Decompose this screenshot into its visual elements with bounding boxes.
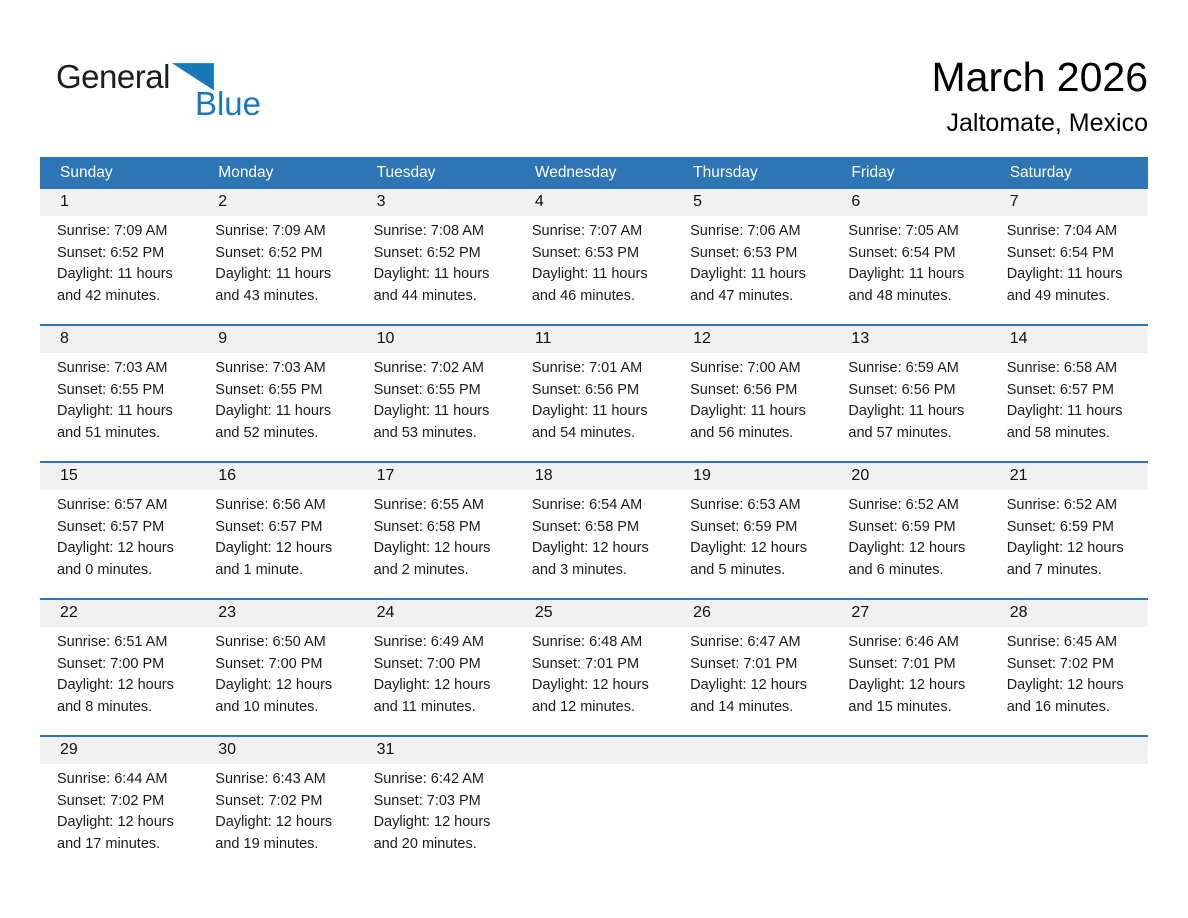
day-cell-3 xyxy=(357,189,515,324)
daylight-line-2: and 19 minutes. xyxy=(215,835,319,852)
day-details xyxy=(990,490,1148,581)
day-details xyxy=(198,216,356,307)
day-cell-25 xyxy=(515,600,673,735)
sunrise-line: Sunrise: 7:03 AM xyxy=(57,360,168,376)
day-cell-empty xyxy=(515,737,673,872)
day-cell-19 xyxy=(673,463,831,598)
day-details xyxy=(990,627,1148,718)
day-details xyxy=(515,216,673,307)
day-number: 17 xyxy=(357,463,515,490)
day-number: 28 xyxy=(990,600,1148,627)
day-details xyxy=(831,627,989,718)
day-number: 1 xyxy=(40,189,198,216)
day-details xyxy=(40,216,198,307)
sunset-line: Sunset: 6:53 PM xyxy=(690,244,798,261)
sunset-line: Sunset: 6:55 PM xyxy=(215,381,323,398)
day-cell-20 xyxy=(831,463,989,598)
day-number: 23 xyxy=(198,600,356,627)
daylight-line-2: and 6 minutes. xyxy=(848,561,944,578)
day-number: 19 xyxy=(673,463,831,490)
day-cell-17 xyxy=(357,463,515,598)
sunset-line: Sunset: 6:56 PM xyxy=(848,381,956,398)
daylight-line-1: Daylight: 12 hours xyxy=(690,540,808,556)
day-cell-28 xyxy=(990,600,1148,735)
day-details xyxy=(198,764,356,855)
weekday-label-tuesday: Tuesday xyxy=(376,164,436,181)
daylight-line-2: and 48 minutes. xyxy=(848,287,952,304)
daylight-line-2: and 52 minutes. xyxy=(215,424,319,441)
day-number: 8 xyxy=(40,326,198,353)
day-details xyxy=(673,216,831,307)
daylight-line-2: and 46 minutes. xyxy=(531,287,636,304)
day-details xyxy=(40,490,198,581)
daylight-line-1: Daylight: 12 hours xyxy=(531,540,649,556)
sunrise-line: Sunrise: 7:07 AM xyxy=(531,223,643,239)
sunset-line: Sunset: 6:55 PM xyxy=(57,381,165,398)
daylight-line-2: and 5 minutes. xyxy=(690,561,786,578)
sunrise-line: Sunrise: 6:55 AM xyxy=(373,497,484,513)
sunset-line: Sunset: 6:56 PM xyxy=(531,381,640,398)
day-details xyxy=(515,353,673,444)
sunrise-line: Sunrise: 7:09 AM xyxy=(57,223,168,239)
sunset-line: Sunset: 6:59 PM xyxy=(848,518,956,535)
sunrise-line: Sunrise: 7:09 AM xyxy=(215,223,326,239)
day-cell-14 xyxy=(990,326,1148,461)
day-cell-9 xyxy=(198,326,356,461)
day-number: 7 xyxy=(990,189,1148,216)
day-cell-6 xyxy=(831,189,989,324)
daylight-line-2: and 20 minutes. xyxy=(373,835,477,852)
sunset-line: Sunset: 6:52 PM xyxy=(373,244,481,261)
sunrise-line: Sunrise: 6:49 AM xyxy=(373,634,484,650)
day-cell-8 xyxy=(40,326,198,461)
day-cell-1 xyxy=(40,189,198,324)
daylight-line-2: and 16 minutes. xyxy=(1006,698,1110,715)
daylight-line-1: Daylight: 11 hours xyxy=(531,403,648,419)
calendar-grid xyxy=(40,157,1148,872)
daylight-line-2: and 53 minutes. xyxy=(373,424,477,441)
sunrise-line: Sunrise: 7:02 AM xyxy=(373,360,484,376)
day-cell-15 xyxy=(40,463,198,598)
day-details xyxy=(357,627,515,718)
sunset-line: Sunset: 6:57 PM xyxy=(57,518,165,535)
day-number: 21 xyxy=(990,463,1148,490)
day-number: 29 xyxy=(40,737,198,764)
day-number: 9 xyxy=(198,326,356,353)
sunset-line: Sunset: 6:54 PM xyxy=(848,244,956,261)
daylight-line-1: Daylight: 12 hours xyxy=(57,540,174,556)
daylight-line-2: and 7 minutes. xyxy=(1006,561,1102,578)
weekday-label-sunday: Sunday xyxy=(60,164,113,181)
sunrise-line: Sunrise: 6:53 AM xyxy=(690,497,801,513)
week-row xyxy=(40,324,1148,461)
sunset-line: Sunset: 6:57 PM xyxy=(1006,381,1114,398)
sunset-line: Sunset: 6:59 PM xyxy=(1006,518,1114,535)
week-row xyxy=(40,189,1148,324)
day-details xyxy=(357,216,515,307)
day-details xyxy=(831,216,989,307)
day-details xyxy=(198,627,356,718)
day-number: 11 xyxy=(515,326,673,353)
daylight-line-1: Daylight: 12 hours xyxy=(848,677,966,693)
sunset-line: Sunset: 6:59 PM xyxy=(690,518,798,535)
sunrise-line: Sunrise: 6:56 AM xyxy=(215,497,326,513)
sunset-line: Sunset: 7:01 PM xyxy=(690,655,798,672)
day-details xyxy=(40,353,198,444)
daylight-line-2: and 12 minutes. xyxy=(531,698,636,715)
sunrise-line: Sunrise: 7:00 AM xyxy=(690,360,801,376)
day-details xyxy=(357,764,515,855)
page-subtitle: Jaltomate, Mexico xyxy=(946,109,1148,137)
day-cell-12 xyxy=(673,326,831,461)
day-number: 3 xyxy=(357,189,515,216)
sunrise-line: Sunrise: 6:50 AM xyxy=(215,634,326,650)
daylight-line-1: Daylight: 12 hours xyxy=(1006,540,1124,556)
day-number: 2 xyxy=(198,189,356,216)
weekday-label-saturday: Saturday xyxy=(1009,164,1072,181)
day-details xyxy=(198,353,356,444)
daylight-line-2: and 8 minutes. xyxy=(57,698,153,715)
sunrise-line: Sunrise: 6:48 AM xyxy=(531,634,643,650)
daylight-line-2: and 11 minutes. xyxy=(373,698,476,715)
day-number: 4 xyxy=(515,189,673,216)
sunset-line: Sunset: 6:53 PM xyxy=(531,244,640,261)
daylight-line-2: and 51 minutes. xyxy=(57,424,161,441)
day-cell-11 xyxy=(515,326,673,461)
sunset-line: Sunset: 6:58 PM xyxy=(373,518,481,535)
daylight-line-1: Daylight: 12 hours xyxy=(1006,677,1124,693)
day-cell-13 xyxy=(831,326,989,461)
day-number: 13 xyxy=(831,326,989,353)
sunset-line: Sunset: 6:56 PM xyxy=(690,381,798,398)
day-details xyxy=(515,490,673,581)
sunrise-line: Sunrise: 6:44 AM xyxy=(57,771,168,787)
daylight-line-1: Daylight: 11 hours xyxy=(373,266,490,282)
sunset-line: Sunset: 7:02 PM xyxy=(215,792,323,809)
sunrise-line: Sunrise: 6:59 AM xyxy=(848,360,959,376)
logo-word-blue: Blue xyxy=(194,85,261,122)
sunset-line: Sunset: 7:01 PM xyxy=(531,655,640,672)
day-number: 25 xyxy=(515,600,673,627)
daylight-line-2: and 14 minutes. xyxy=(690,698,794,715)
day-number: 5 xyxy=(673,189,831,216)
sunrise-line: Sunrise: 7:04 AM xyxy=(1006,223,1118,239)
day-details xyxy=(357,490,515,581)
sunset-line: Sunset: 6:54 PM xyxy=(1006,244,1114,261)
day-cell-30 xyxy=(198,737,356,872)
sunrise-line: Sunrise: 7:06 AM xyxy=(690,223,801,239)
daylight-line-2: and 47 minutes. xyxy=(690,287,794,304)
week-row xyxy=(40,735,1148,872)
day-cell-31 xyxy=(357,737,515,872)
sunrise-line: Sunrise: 6:45 AM xyxy=(1006,634,1118,650)
day-details xyxy=(990,353,1148,444)
daylight-line-1: Daylight: 12 hours xyxy=(373,677,491,693)
day-number: 30 xyxy=(198,737,356,764)
daylight-line-2: and 42 minutes. xyxy=(57,287,161,304)
day-number: 18 xyxy=(515,463,673,490)
sunrise-line: Sunrise: 6:52 AM xyxy=(1006,497,1118,513)
weekday-label-wednesday: Wednesday xyxy=(534,164,617,181)
day-number: 24 xyxy=(357,600,515,627)
daylight-line-1: Daylight: 12 hours xyxy=(215,814,333,830)
sunrise-line: Sunrise: 6:42 AM xyxy=(373,771,484,787)
day-details xyxy=(357,353,515,444)
daylight-line-1: Daylight: 11 hours xyxy=(848,403,965,419)
day-cell-21 xyxy=(990,463,1148,598)
weekday-label-monday: Monday xyxy=(218,164,274,181)
day-cell-2 xyxy=(198,189,356,324)
day-number: 6 xyxy=(831,189,989,216)
day-details xyxy=(515,627,673,718)
sunset-line: Sunset: 6:57 PM xyxy=(215,518,323,535)
day-details xyxy=(990,216,1148,307)
daylight-line-2: and 17 minutes. xyxy=(57,835,161,852)
day-number xyxy=(515,737,673,764)
day-number xyxy=(990,737,1148,764)
day-cell-10 xyxy=(357,326,515,461)
daylight-line-1: Daylight: 11 hours xyxy=(373,403,490,419)
daylight-line-1: Daylight: 12 hours xyxy=(690,677,808,693)
daylight-line-1: Daylight: 11 hours xyxy=(215,266,332,282)
sunrise-line: Sunrise: 7:08 AM xyxy=(373,223,484,239)
daylight-line-2: and 15 minutes. xyxy=(848,698,952,715)
day-cell-7 xyxy=(990,189,1148,324)
day-number: 20 xyxy=(831,463,989,490)
day-cell-18 xyxy=(515,463,673,598)
daylight-line-1: Daylight: 11 hours xyxy=(1006,266,1123,282)
day-details xyxy=(673,353,831,444)
page-header xyxy=(40,0,1148,157)
daylight-line-2: and 2 minutes. xyxy=(373,561,469,578)
day-number: 12 xyxy=(673,326,831,353)
sunrise-line: Sunrise: 6:52 AM xyxy=(848,497,959,513)
sunrise-line: Sunrise: 6:47 AM xyxy=(690,634,801,650)
daylight-line-1: Daylight: 12 hours xyxy=(848,540,966,556)
sunset-line: Sunset: 7:02 PM xyxy=(57,792,165,809)
sunrise-line: Sunrise: 6:43 AM xyxy=(215,771,326,787)
day-cell-4 xyxy=(515,189,673,324)
daylight-line-1: Daylight: 11 hours xyxy=(1006,403,1123,419)
daylight-line-2: and 43 minutes. xyxy=(215,287,319,304)
day-number: 31 xyxy=(357,737,515,764)
sunset-line: Sunset: 6:52 PM xyxy=(57,244,165,261)
daylight-line-2: and 57 minutes. xyxy=(848,424,952,441)
sunset-line: Sunset: 7:00 PM xyxy=(57,655,165,672)
sunset-line: Sunset: 6:55 PM xyxy=(373,381,481,398)
sunrise-line: Sunrise: 6:58 AM xyxy=(1006,360,1118,376)
day-number: 22 xyxy=(40,600,198,627)
day-details xyxy=(673,627,831,718)
sunrise-line: Sunrise: 7:05 AM xyxy=(848,223,959,239)
weekday-label-friday: Friday xyxy=(851,164,895,181)
day-cell-empty xyxy=(673,737,831,872)
day-details xyxy=(673,490,831,581)
sunset-line: Sunset: 7:00 PM xyxy=(215,655,323,672)
daylight-line-1: Daylight: 11 hours xyxy=(531,266,648,282)
day-cell-22 xyxy=(40,600,198,735)
day-cell-29 xyxy=(40,737,198,872)
day-number: 16 xyxy=(198,463,356,490)
title-block xyxy=(548,55,1148,138)
sunset-line: Sunset: 7:03 PM xyxy=(373,792,481,809)
week-row xyxy=(40,598,1148,735)
daylight-line-2: and 1 minute. xyxy=(215,561,304,578)
weeks-container xyxy=(40,189,1148,872)
daylight-line-2: and 10 minutes. xyxy=(215,698,319,715)
daylight-line-1: Daylight: 11 hours xyxy=(57,266,173,282)
daylight-line-1: Daylight: 12 hours xyxy=(531,677,649,693)
daylight-line-1: Daylight: 11 hours xyxy=(690,266,806,282)
day-number: 26 xyxy=(673,600,831,627)
sunset-line: Sunset: 7:01 PM xyxy=(848,655,956,672)
daylight-line-2: and 0 minutes. xyxy=(57,561,153,578)
daylight-line-2: and 54 minutes. xyxy=(531,424,636,441)
sunrise-line: Sunrise: 6:54 AM xyxy=(531,497,643,513)
daylight-line-1: Daylight: 12 hours xyxy=(57,814,174,830)
sunset-line: Sunset: 7:00 PM xyxy=(373,655,481,672)
sunrise-line: Sunrise: 6:57 AM xyxy=(57,497,168,513)
day-number: 27 xyxy=(831,600,989,627)
sunset-line: Sunset: 6:58 PM xyxy=(531,518,640,535)
day-number xyxy=(831,737,989,764)
daylight-line-2: and 3 minutes. xyxy=(531,561,627,578)
sunrise-line: Sunrise: 7:01 AM xyxy=(531,360,643,376)
day-number xyxy=(673,737,831,764)
daylight-line-2: and 58 minutes. xyxy=(1006,424,1110,441)
day-details xyxy=(831,490,989,581)
logo-word-general: General xyxy=(56,58,170,95)
day-details xyxy=(40,627,198,718)
daylight-line-1: Daylight: 11 hours xyxy=(690,403,806,419)
sunrise-line: Sunrise: 6:46 AM xyxy=(848,634,959,650)
weekday-header-row xyxy=(40,157,1148,189)
daylight-line-1: Daylight: 11 hours xyxy=(57,403,173,419)
daylight-line-1: Daylight: 11 hours xyxy=(215,403,332,419)
day-number: 10 xyxy=(357,326,515,353)
sunset-line: Sunset: 7:02 PM xyxy=(1006,655,1114,672)
day-cell-5 xyxy=(673,189,831,324)
daylight-line-1: Daylight: 11 hours xyxy=(848,266,965,282)
daylight-line-1: Daylight: 12 hours xyxy=(215,677,333,693)
day-cell-empty xyxy=(990,737,1148,872)
day-cell-26 xyxy=(673,600,831,735)
week-row xyxy=(40,461,1148,598)
sunset-line: Sunset: 6:52 PM xyxy=(215,244,323,261)
daylight-line-2: and 44 minutes. xyxy=(373,287,477,304)
general-blue-logo xyxy=(56,60,276,130)
day-cell-27 xyxy=(831,600,989,735)
day-details xyxy=(198,490,356,581)
day-details xyxy=(40,764,198,855)
weekday-label-thursday: Thursday xyxy=(693,164,758,181)
daylight-line-2: and 49 minutes. xyxy=(1006,287,1110,304)
day-cell-24 xyxy=(357,600,515,735)
daylight-line-1: Daylight: 12 hours xyxy=(57,677,174,693)
day-cell-empty xyxy=(831,737,989,872)
daylight-line-1: Daylight: 12 hours xyxy=(373,814,491,830)
day-cell-16 xyxy=(198,463,356,598)
day-number: 14 xyxy=(990,326,1148,353)
sunrise-line: Sunrise: 7:03 AM xyxy=(215,360,326,376)
daylight-line-1: Daylight: 12 hours xyxy=(373,540,491,556)
sunrise-line: Sunrise: 6:51 AM xyxy=(57,634,168,650)
page-title: March 2026 xyxy=(931,54,1148,100)
day-cell-23 xyxy=(198,600,356,735)
daylight-line-1: Daylight: 12 hours xyxy=(215,540,333,556)
day-details xyxy=(831,353,989,444)
day-number: 15 xyxy=(40,463,198,490)
daylight-line-2: and 56 minutes. xyxy=(690,424,794,441)
